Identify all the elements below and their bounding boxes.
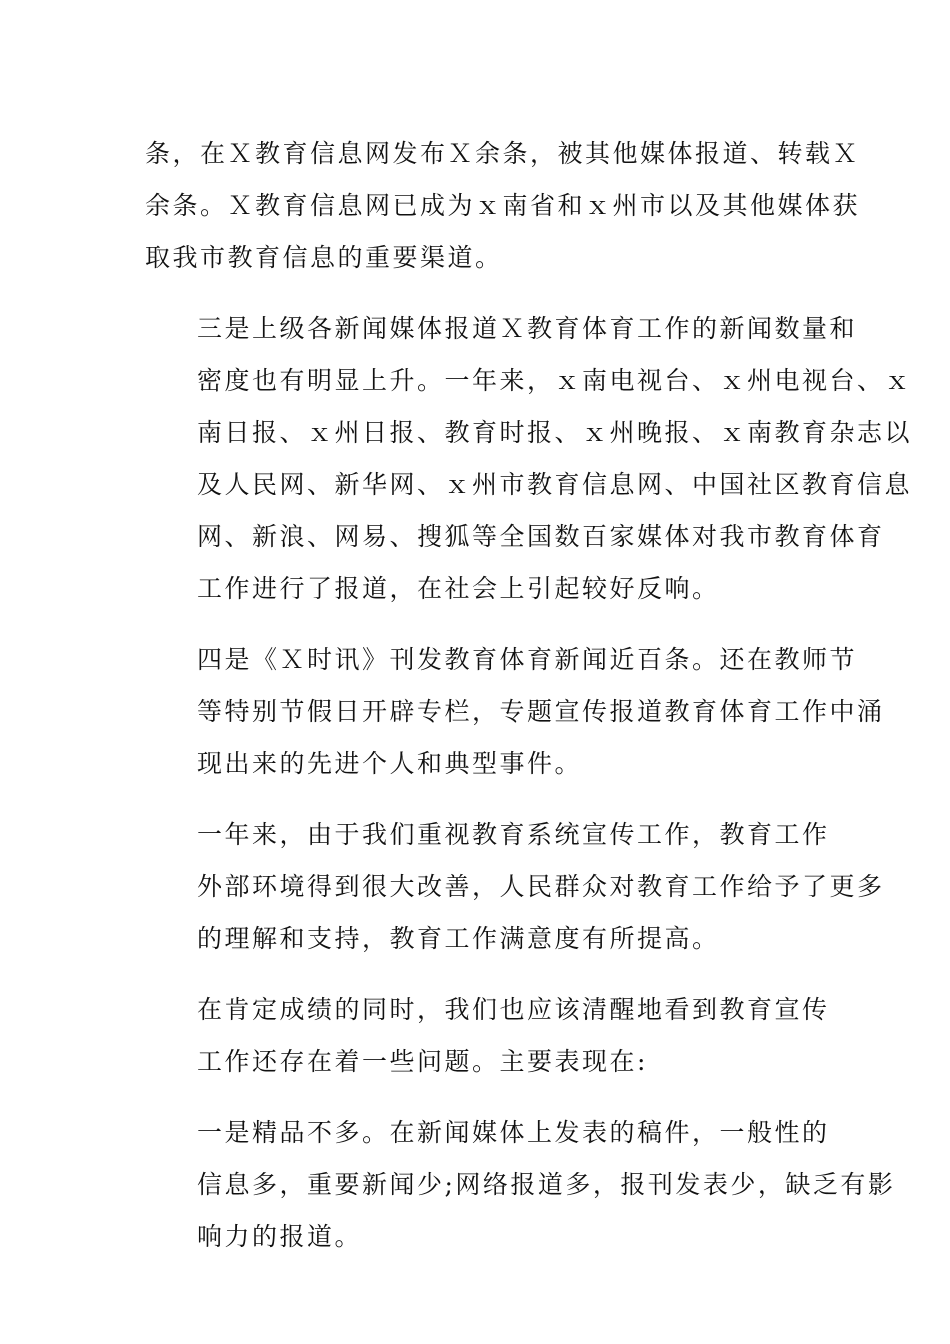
text-line: 一是精品不多。在新闻媒体上发表的稿件，一般性的 <box>197 1118 830 1147</box>
text-line: 网、新浪、网易、搜狐等全国数百家媒体对我市教育体育 <box>197 522 885 551</box>
text-line: 的理解和支持，教育工作满意度有所提高。 <box>197 924 720 953</box>
paragraph-third-point-media-coverage <box>145 303 913 615</box>
document-body <box>145 128 913 1282</box>
text-line: 余条。Ｘ教育信息网已成为ｘ南省和ｘ州市以及其他媒体获 <box>145 191 861 220</box>
text-line: 取我市教育信息的重要渠道。 <box>145 243 503 272</box>
text-line: 等特别节假日开辟专栏，专题宣传报道教育体育工作中涌 <box>197 697 885 726</box>
text-line: 信息多，重要新闻少;网络报道多，报刊发表少，缺乏有影 <box>197 1170 896 1199</box>
text-line: 外部环境得到很大改善，人民群众对教育工作给予了更多 <box>197 872 885 901</box>
text-line: 现出来的先进个人和典型事件。 <box>197 749 583 778</box>
paragraph-fourth-point-newsletter <box>145 634 885 790</box>
text-line: 工作还存在着一些问题。主要表现在: <box>197 1047 648 1076</box>
text-line: 工作进行了报道，在社会上引起较好反响。 <box>197 574 720 603</box>
text-line: 条，在Ｘ教育信息网发布Ｘ余条，被其他媒体报道、转载Ｘ <box>145 139 861 168</box>
text-line: 在肯定成绩的同时，我们也应该清醒地看到教育宣传 <box>197 995 830 1024</box>
text-line: 一年来，由于我们重视教育系统宣传工作，教育工作 <box>197 820 830 849</box>
paragraph-year-summary <box>145 809 885 965</box>
text-line: 南日报、ｘ州日报、教育时报、ｘ州晚报、ｘ南教育杂志以 <box>197 418 913 447</box>
text-line: 及人民网、新华网、ｘ州市教育信息网、中国社区教育信息 <box>197 470 913 499</box>
text-line: 四是《Ｘ时讯》刊发教育体育新闻近百条。还在教师节 <box>197 645 858 674</box>
paragraph-continued-releases <box>145 128 861 284</box>
text-line: 密度也有明显上升。一年来，ｘ南电视台、ｘ州电视台、ｘ <box>197 366 913 395</box>
text-line: 三是上级各新闻媒体报道Ｘ教育体育工作的新闻数量和 <box>197 314 858 343</box>
text-line: 响力的报道。 <box>197 1222 363 1251</box>
paragraph-problems-intro <box>145 984 830 1088</box>
paragraph-first-problem <box>145 1107 896 1263</box>
